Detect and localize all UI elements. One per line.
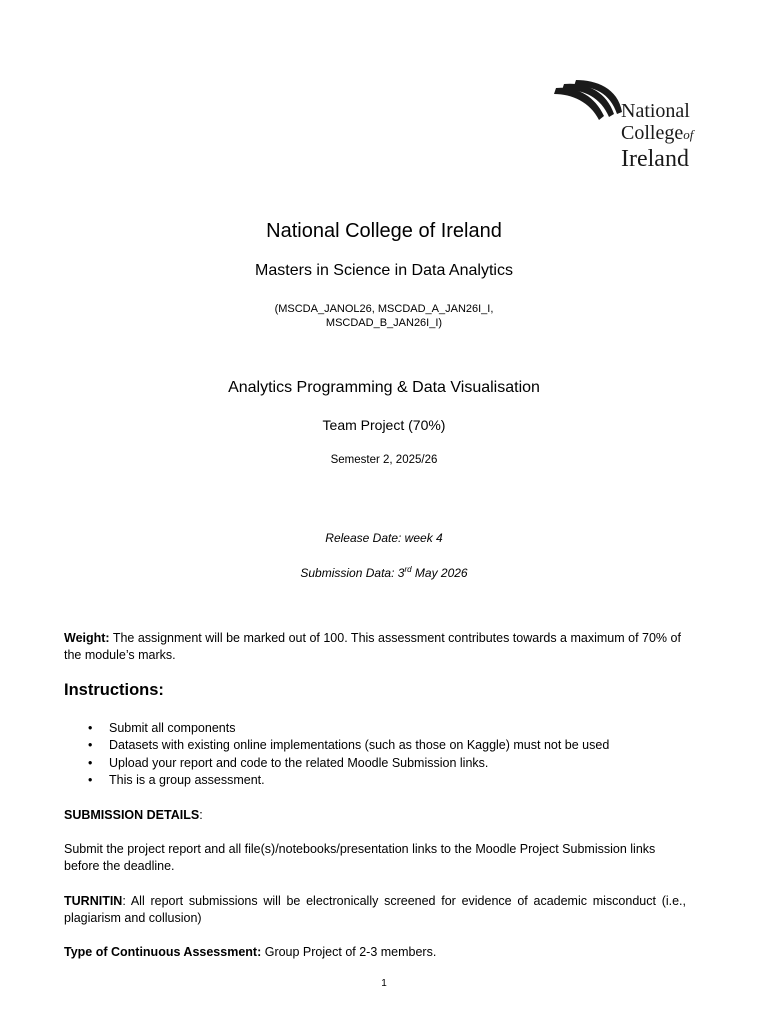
submission-date [0,565,768,580]
codes-line-2: MSCDAD_B_JAN26I_I) [325,317,443,329]
submission-details-text: Submit the project report and all file(s)/notebooks/presentation links to the Moodle Project Submission links before the deadline. [64,842,656,873]
submission-details-label: SUBMISSION DETAILS [64,808,200,822]
list-item: • Submit all components [64,720,704,737]
weight-label: Weight: [64,631,110,645]
assessment-type-paragraph [64,944,686,961]
college-title: National College of Ireland [266,220,502,242]
turnitin-label: TURNITIN [64,894,123,908]
instructions-list [64,720,704,789]
release-date: Release Date: week 4 [325,531,443,545]
page-number: 1 [381,978,387,989]
assessment-type-text: Group Project of 2-3 members. [261,945,437,959]
submission-details-colon: : [199,808,203,822]
turnitin-paragraph [64,893,686,927]
weight-paragraph [64,630,686,664]
weight-text: The assignment will be marked out of 100. This assessment contributes towards a maximum of 70% of the module’s marks. [64,631,681,662]
logo-line-national: National [621,100,690,122]
list-item: • This is a group assessment. [64,772,704,789]
assessment-title: Team Project (70%) [322,417,446,433]
logo-line-of: of [683,127,694,142]
programme-codes [0,302,768,330]
submission-details-heading [64,807,686,824]
submission-date-prefix: Submission Data: 3 [300,566,405,580]
list-item: • Upload your report and code to the related Moodle Submission links. [64,755,704,772]
logo-line-ireland: Ireland [621,146,689,172]
logo-line-college: College [621,122,684,144]
module-title: Analytics Programming & Data Visualisation [228,379,540,396]
turnitin-text: : All report submissions will be electronically screened for evidence of academic misconduct (i.e., plagiarism and collusion) [64,894,686,925]
assessment-type-label: Type of Continuous Assessment: [64,945,262,959]
programme-title: Masters in Science in Data Analytics [255,262,513,279]
list-item: • Datasets with existing online implementations (such as those on Kaggle) must not be used [64,737,704,754]
logo-swoosh-icon [554,80,624,170]
codes-line-1: (MSCDA_JANOL26, MSCDAD_A_JAN26I_I, [274,303,494,315]
semester: Semester 2, 2025/26 [330,454,438,466]
instructions-heading: Instructions: [64,681,164,699]
submission-date-suffix: May 2026 [411,566,468,580]
submission-date-ordinal: rd [404,565,412,574]
college-logo [554,80,696,170]
